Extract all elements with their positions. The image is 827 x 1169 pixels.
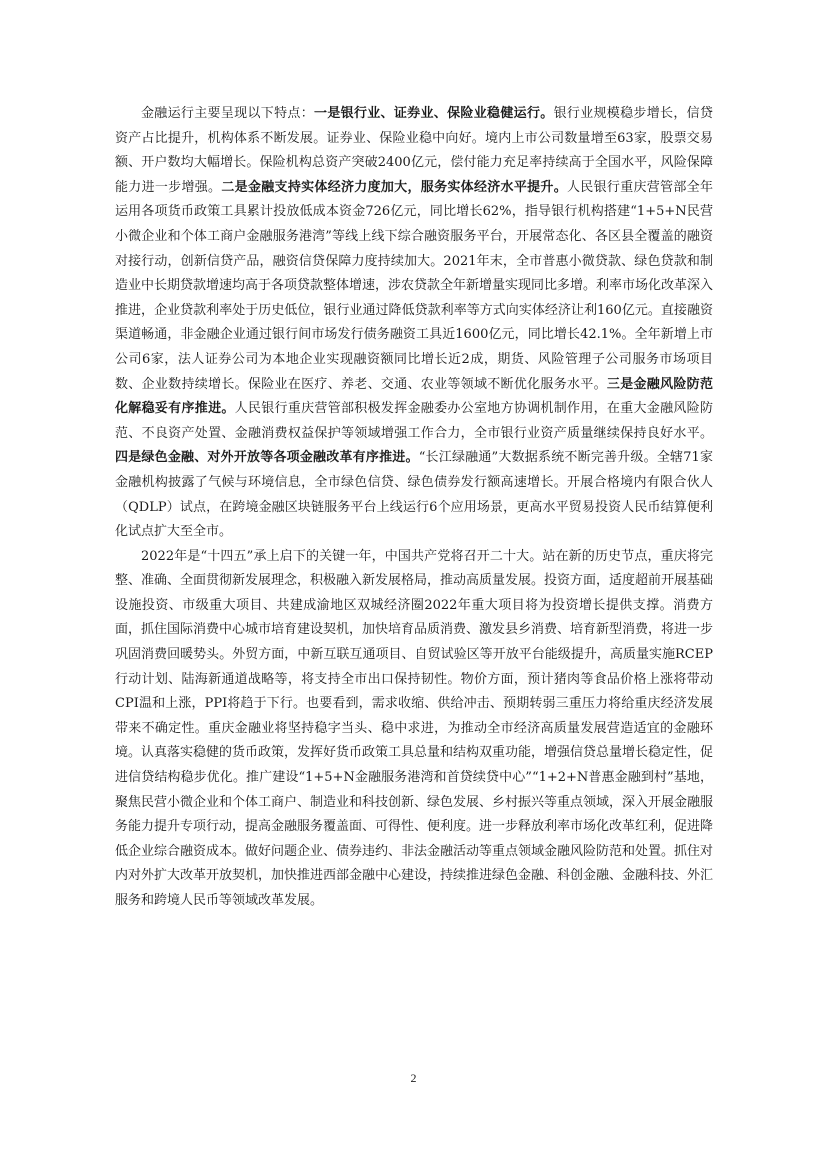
text-run: 2022年是“十四五”承上启下的关键一年，中国共产党将召开二十大。站在新的历史节点，重庆将完整、准确、全面贯彻新发展理念，积极融入新发展格局，推动高质量发展。投资方面，适度超前开展基础设施投资、市级重大项目、共建成渝地区双城经济圈2022年重大项目将为投资增长提供支撑。消费方面，抓住国际消费中心城市培育建设契机，加快培育品质消费、激发县乡消费、培育新型消费，将进一步巩固消费回暖势头。外贸方面，中新互联互通项目、自贸试验区等开放平台能级提升，高质量实施RCEP行动计划、陆海新通道战略等，将支持全市出口保持韧性。物价方面，预计猪肉等食品价格上涨将带动CPI温和上涨，PPI将趋于下行。也要看到，需求收缩、供给冲击、预期转弱三重压力将给重庆经济发展带来不确定性。重庆金融业将坚持稳字当头、稳中求进，为推动全市经济高质量发展营造适宜的金融环境。认真落实稳健的货币政策，发挥好货币政策工具总量和结构双重功能，增强信贷总量增长稳定性，促进信贷结构稳步优化。推广建设“1+5+N金融服务港湾和首贷续贷中心”“1+2+N普惠金融到村”基地，聚焦民营小微企业和个体工商户、制造业和科技创新、绿色发展、乡村振兴等重点领域，深入开展金融服务能力提升专项行动，提高金融服务覆盖面、可得性、便利度。进一步释放利率市场化改革红利，促进降低企业综合融资成本。做好问题企业、债券违约、非法金融活动等重点领域金融风险防范和处置。抓住对内对外扩大改革开放契机，加快推进西部金融中心建设，持续推进绿色金融、科创金融、金融科技、外汇服务和跨境人民币等领域改革发展。 (115, 548, 714, 908)
body-text (115, 102, 713, 914)
text-run: 金融运行主要呈现以下特点： (141, 106, 315, 121)
bold-heading-run: 一是银行业、证券业、保险业稳健运行。 (314, 106, 554, 121)
paragraph-financial-operations (115, 102, 713, 545)
text-run: 银行业规模稳步增长，信贷资产占比提升，机构体系不断发展。证券业、保险业稳中向好。境内上市公司数量增至63家，股票交易额、开户数均大幅增长。保险机构总资产突破2400亿元，偿付能力充足率持续高于全国水平，风险保障能力进一步增强。 (115, 106, 713, 195)
bold-heading-run: 二是金融支持实体经济力度加大，服务实体经济水平提升。 (221, 179, 568, 195)
paragraph-outlook-2022 (115, 545, 713, 914)
text-run: 人民银行重庆营管部积极发挥金融委办公室地方协调机制作用，在重大金融风险防范、不良资产处置、金融消费权益保护等领域增强工作合力，全市银行业资产质量继续保持良好水平。 (115, 401, 713, 441)
text-run: 人民银行重庆营管部全年运用各项货币政策工具累计投放低成本资金726亿元，同比增长62%，指导银行机构搭建“1+5+N民营小微企业和个体工商户金融服务港湾”等线上线下综合融资服务平台，开展常态化、各区县全覆盖的融资对接行动，创新信贷产品，融资信贷保障力度持续加大。2021年末，全市普惠小微贷款、绿色贷款和制造业中长期贷款增速均高于各项贷款整体增速，涉农贷款全年新增量实现同比多增。利率市场化改革深入推进，企业贷款利率处于历史低位，银行业通过降低贷款利率等方式向实体经济让利160亿元。直接融资渠道畅通，非金融企业通过银行间市场发行债务融资工具近1600亿元，同比增长42.1%。全年新增上市公司6家，法人证券公司为本地企业实现融资额同比增长近2成，期货、风险管理子公司服务市场项目数、企业数持续增长。保险业在医疗、养老、交通、农业等领域不断优化服务水平。 (115, 179, 714, 392)
text-run: “长江绿融通”大数据系统不断完善升级。全辖71家金融机构披露了气候与环境信息，全市绿色信贷、绿色债券发行额高速增长。开展合格境内有限合伙人（QDLP）试点，在跨境金融区块链服务平台上线运行6个应用场景，更高水平贸易投资人民币结算便利化试点扩大至全市。 (115, 450, 713, 540)
bold-heading-run: 三是金融风险防范化解稳妥有序推进。 (115, 376, 713, 417)
bold-heading-run: 四是绿色金融、对外开放等各项金融改革有序推进。 (115, 450, 419, 466)
page-number: 2 (410, 1071, 417, 1085)
